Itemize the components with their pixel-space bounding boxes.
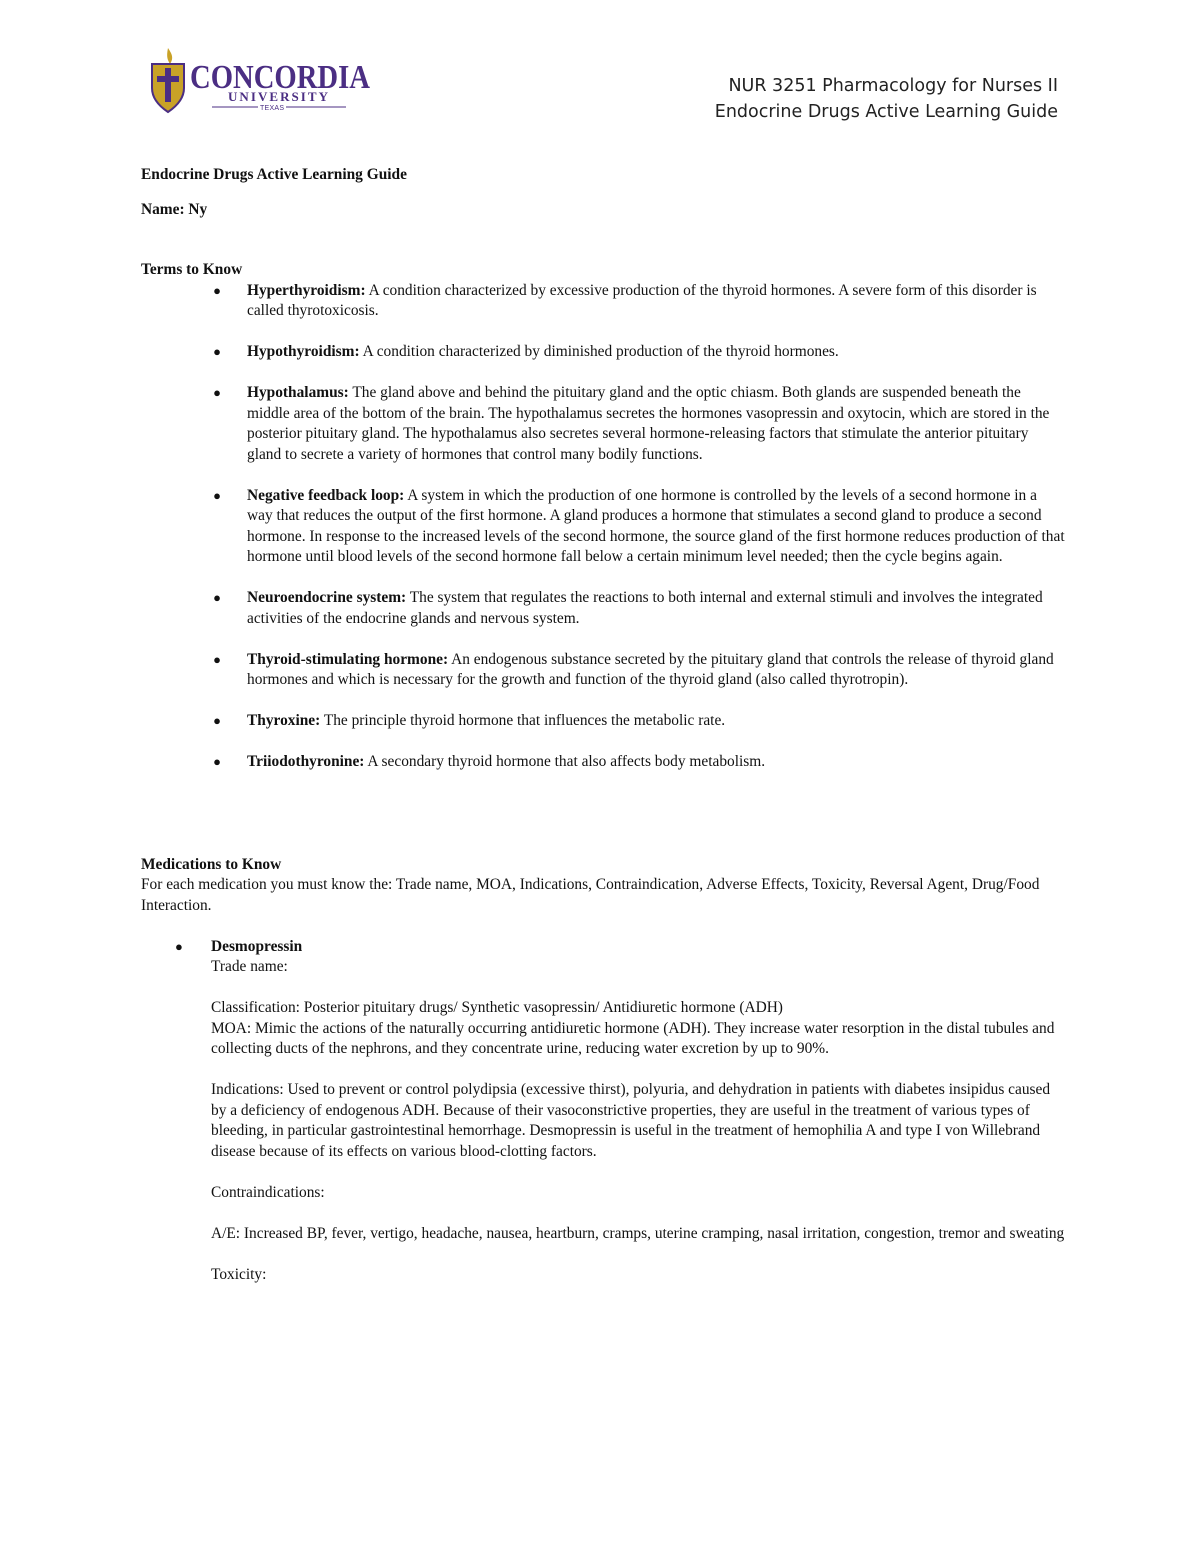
term-name: Thyroxine: [247,712,321,729]
medication-item [141,937,1066,1286]
guide-title: Endocrine Drugs Active Learning Guide [714,102,1058,122]
trade-name: Trade name: [211,958,288,975]
contraindications: Contraindications: [211,1183,325,1201]
bullet-dot-icon: ● [213,385,221,400]
term-item [141,650,1066,691]
document-title: Endocrine Drugs Active Learning Guide [141,166,407,183]
bullet-dot-icon: ● [213,344,221,359]
term-definition: The gland above and behind the pituitary gland and the optic chiasm. Both glands are suspended beneath the middle area of the bottom of the brain. The hypothalamus secretes the hormones vasopressin and oxytocin, which are stored in the posterior pituitary gland. The hypothalamus also secretes several hormone-releasing factors that stimulate the anterior pituitary gland to secrete a variety of hormones that control many bodily functions. [247,384,1050,463]
term-item [141,342,1066,363]
bullet-dot-icon: ● [213,590,221,605]
term-name: Hyperthyroidism: [247,281,366,299]
student-name: Name: Ny [141,200,208,218]
term-name: Hypothalamus: [247,384,349,401]
term-definition: A system in which the production of one hormone is controlled by the levels of a second hormone in a way that reduces the output of the first hormone. A gland produces a hormone that stimulates a second gland to produce a second hormone. In response to the increased levels of the second hormone, the source gland of the first hormone reduces production of that hormone until blood levels of the second hormone fall below a certain minimum level needed; then the cycle begins again. [247,486,1065,565]
moa: MOA: Mimic the actions of the naturally occurring antidiuretic hormone (ADH). They increase water resorption in the distal tubules and collecting ducts of the nephrons, and they concentrate urine, reducing water excretion by up to 90%. [211,1019,1055,1057]
adverse-effects: A/E: Increased BP, fever, vertigo, headache, nausea, heartburn, cramps, uterine cramping, nasal irritation, congestion, tremor and sweating [211,1224,1065,1242]
page-header [715,73,1058,125]
bullet-dot-icon: ● [213,713,221,728]
term-definition: An endogenous substance secreted by the pituitary gland that controls the release of thyroid gland hormones and which is necessary for the growth and function of the thyroid gland (also called thyrotropin). [247,650,1054,688]
flame-icon [167,48,172,64]
term-item [141,752,1066,773]
classification: Classification: Posterior pituitary drugs/ Synthetic vasopressin/ Antidiuretic hormone (ADH) [211,999,783,1016]
concordia-logo [146,46,376,116]
medications-intro: For each medication you must know the: Trade name, MOA, Indications, Contraindication, Adverse Effects, Toxicity, Reversal Agent, Drug/Food Interaction. [141,876,1040,914]
bullet-dot-icon: ● [213,754,221,769]
term-name: Neuroendocrine system: [247,589,407,606]
toxicity: Toxicity: [211,1265,267,1283]
bullet-dot-icon: ● [175,938,183,954]
terms-list [141,281,1066,773]
logo-main-text: CONCORDIA [190,59,371,96]
term-name: Triiodothyronine: [247,753,365,770]
medication-name: Desmopressin [211,937,303,955]
medications-heading: Medications to Know [141,855,282,873]
term-item [141,281,1066,322]
term-definition: A condition characterized by excessive production of the thyroid hormones. A severe form of this disorder is called thyrotoxicosis. [247,281,1037,319]
term-definition: A secondary thyroid hormone that also affects body metabolism. [364,753,766,770]
term-definition: A condition characterized by diminished production of the thyroid hormones. [359,343,839,360]
term-name: Hypothyroidism: [247,343,360,360]
term-definition: The system that regulates the reactions to both internal and external stimuli and involves the integrated activities of the endocrine glands and nervous system. [247,589,1043,627]
term-definition: The principle thyroid hormone that influences the metabolic rate. [320,712,726,729]
term-name: Negative feedback loop: [247,486,405,504]
term-item [141,486,1066,568]
bullet-dot-icon: ● [213,651,221,667]
logo-sub-text: UNIVERSITY [228,89,328,104]
terms-heading: Terms to Know [141,261,243,278]
term-name: Thyroid-stimulating hormone: [247,650,449,668]
term-item [141,588,1066,629]
course-title: NUR 3251 Pharmacology for Nurses II [728,76,1058,96]
logo-state-text: TEXAS [260,105,284,112]
document-body [141,165,1066,1285]
medications-list [141,937,1066,1286]
term-item [141,711,1066,732]
bullet-dot-icon: ● [213,282,221,298]
term-item [141,383,1066,465]
bullet-dot-icon: ● [213,487,221,503]
indications: Indications: Used to prevent or control polydipsia (excessive thirst), polyuria, and dehydration in patients with diabetes insipidus caused by a deficiency of endogenous ADH. Because of their vasoconstrictive properties, they are useful in the treatment of various types of bleeding, in particular gastrointestinal hemorrhage. Desmopressin is useful in the treatment of hemophilia A and type I von Willebrand disease because of its effects on various blood-clotting factors. [211,1081,1051,1160]
